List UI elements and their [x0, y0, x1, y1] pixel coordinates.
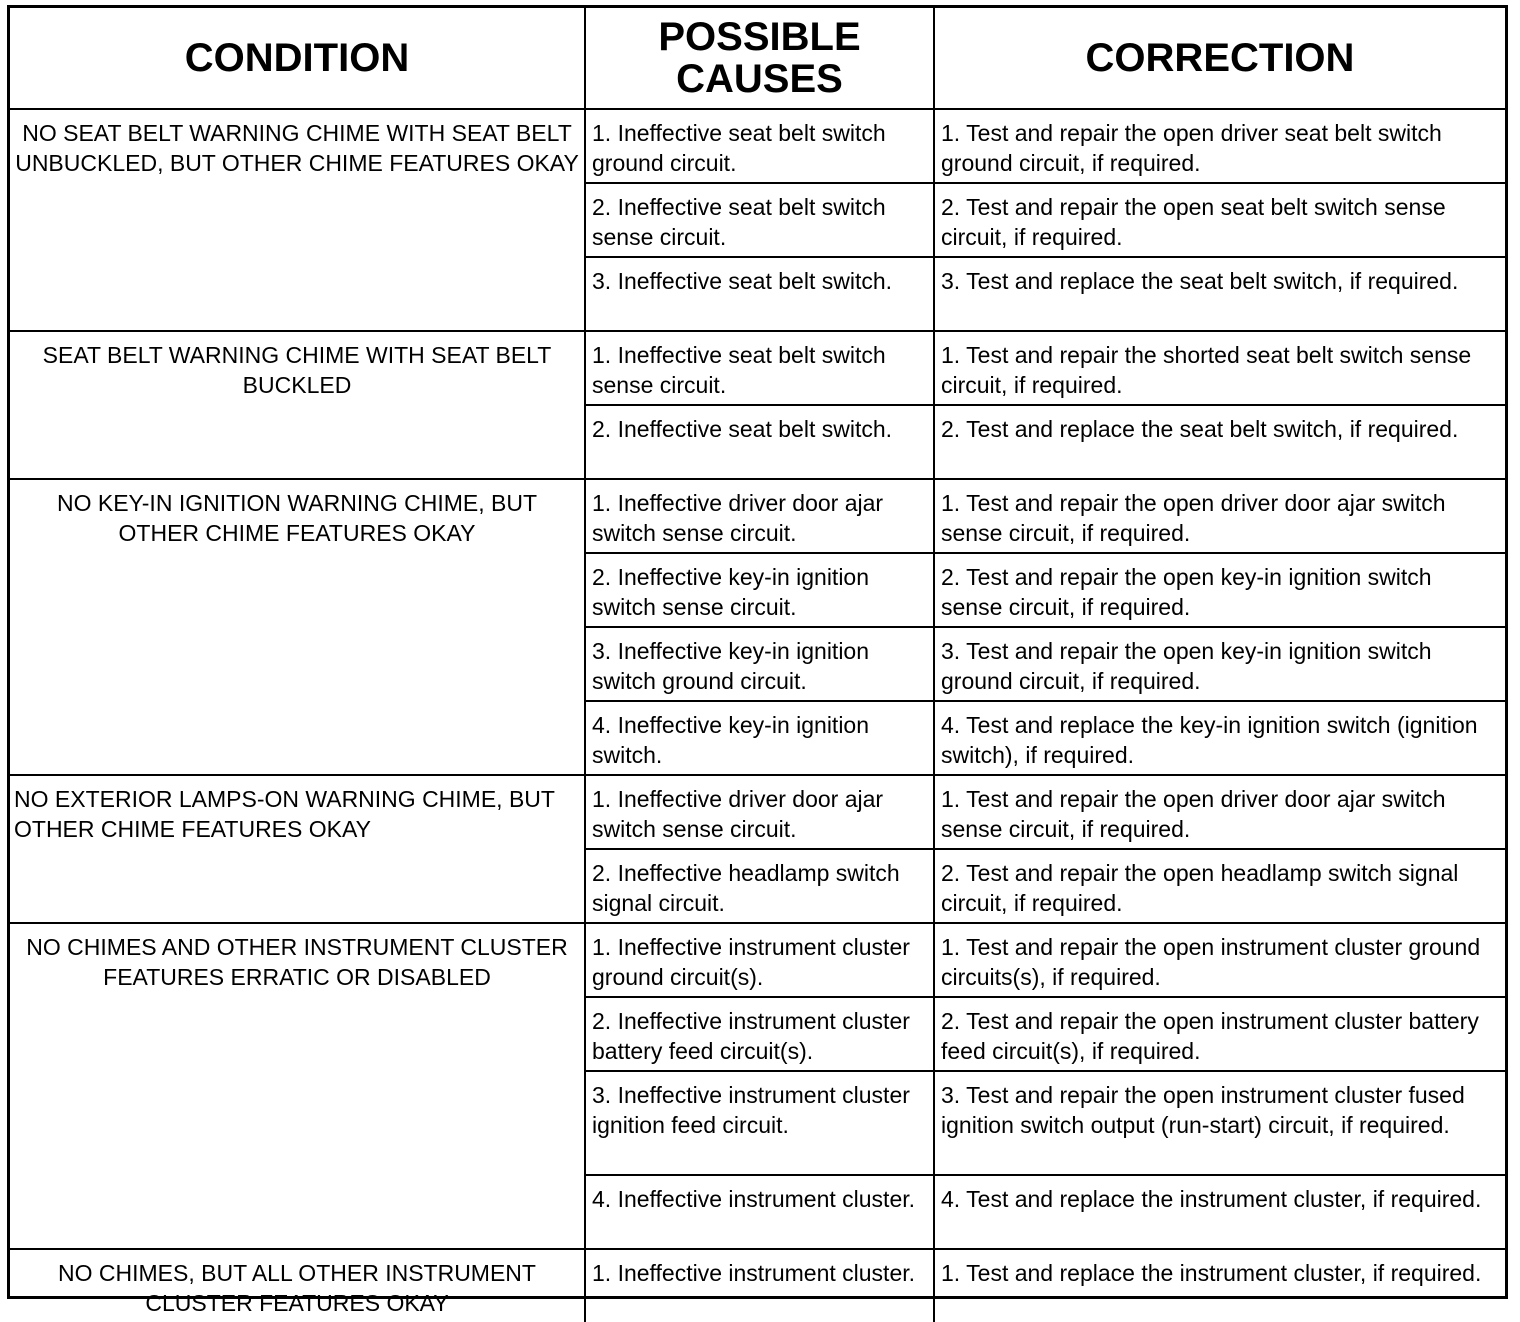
correction-cell: 1. Test and repair the open driver door ajar switch sense circuit, if required.	[934, 775, 1505, 849]
cause-cell: 3. Ineffective key-in ignition switch ground circuit.	[585, 627, 934, 701]
cause-cell: 1. Ineffective driver door ajar switch sense circuit.	[585, 775, 934, 849]
correction-cell: 4. Test and replace the instrument cluster, if required.	[934, 1175, 1505, 1249]
correction-cell: 2. Test and repair the open headlamp switch signal circuit, if required.	[934, 849, 1505, 923]
cause-cell: 1. Ineffective seat belt switch sense circuit.	[585, 331, 934, 405]
cause-cell: 2. Ineffective instrument cluster battery feed circuit(s).	[585, 997, 934, 1071]
condition-cell: NO SEAT BELT WARNING CHIME WITH SEAT BELT UNBUCKLED, BUT OTHER CHIME FEATURES OKAY	[10, 109, 585, 331]
condition-header: CONDITION	[10, 8, 585, 109]
cause-cell: 3. Ineffective seat belt switch.	[585, 257, 934, 331]
correction-cell: 2. Test and repair the open instrument cluster battery feed circuit(s), if required.	[934, 997, 1505, 1071]
cause-cell: 2. Ineffective headlamp switch signal circuit.	[585, 849, 934, 923]
cause-cell: 1. Ineffective instrument cluster ground circuit(s).	[585, 923, 934, 997]
cause-cell: 2. Ineffective seat belt switch sense circuit.	[585, 183, 934, 257]
correction-cell: 3. Test and repair the open instrument cluster fused ignition switch output (run-start) circuit, if required.	[934, 1071, 1505, 1175]
correction-cell: 3. Test and replace the seat belt switch, if required.	[934, 257, 1505, 331]
cause-cell: 3. Ineffective instrument cluster ignition feed circuit.	[585, 1071, 934, 1175]
cause-cell: 1. Ineffective driver door ajar switch sense circuit.	[585, 479, 934, 553]
correction-cell: 2. Test and repair the open key-in ignition switch sense circuit, if required.	[934, 553, 1505, 627]
correction-cell: 1. Test and repair the open instrument cluster ground circuits(s), if required.	[934, 923, 1505, 997]
condition-cell: NO EXTERIOR LAMPS-ON WARNING CHIME, BUT OTHER CHIME FEATURES OKAY	[10, 775, 585, 923]
correction-cell: 1. Test and repair the shorted seat belt switch sense circuit, if required.	[934, 331, 1505, 405]
correction-cell: 1. Test and repair the open driver door ajar switch sense circuit, if required.	[934, 479, 1505, 553]
cause-cell: 1. Ineffective instrument cluster.	[585, 1249, 934, 1322]
cause-cell: 2. Ineffective seat belt switch.	[585, 405, 934, 479]
cause-cell: 1. Ineffective seat belt switch ground circuit.	[585, 109, 934, 183]
table-row	[10, 331, 1505, 405]
correction-cell: 3. Test and repair the open key-in ignition switch ground circuit, if required.	[934, 627, 1505, 701]
correction-cell: 1. Test and replace the instrument cluster, if required.	[934, 1249, 1505, 1322]
table-row	[10, 479, 1505, 553]
correction-cell: 2. Test and replace the seat belt switch, if required.	[934, 405, 1505, 479]
condition-cell: NO KEY-IN IGNITION WARNING CHIME, BUT OTHER CHIME FEATURES OKAY	[10, 479, 585, 775]
cause-cell: 4. Ineffective instrument cluster.	[585, 1175, 934, 1249]
cause-cell: 4. Ineffective key-in ignition switch.	[585, 701, 934, 775]
table-row	[10, 923, 1505, 997]
correction-cell: 4. Test and replace the key-in ignition switch (ignition switch), if required.	[934, 701, 1505, 775]
condition-cell: SEAT BELT WARNING CHIME WITH SEAT BELT BUCKLED	[10, 331, 585, 479]
table-row	[10, 775, 1505, 849]
header-row	[10, 8, 1505, 109]
correction-cell: 1. Test and repair the open driver seat belt switch ground circuit, if required.	[934, 109, 1505, 183]
possible-causes-header: POSSIBLE CAUSES	[585, 8, 934, 109]
table-row	[10, 109, 1505, 183]
table-row	[10, 1249, 1505, 1322]
condition-cell: NO CHIMES AND OTHER INSTRUMENT CLUSTER FEATURES ERRATIC OR DISABLED	[10, 923, 585, 1249]
correction-header: CORRECTION	[934, 8, 1505, 109]
cause-cell: 2. Ineffective key-in ignition switch sense circuit.	[585, 553, 934, 627]
condition-cell: NO CHIMES, BUT ALL OTHER INSTRUMENT CLUSTER FEATURES OKAY	[10, 1249, 585, 1322]
diagnosis-table	[10, 8, 1505, 1322]
diagnosis-chart	[7, 5, 1508, 1316]
correction-cell: 2. Test and repair the open seat belt switch sense circuit, if required.	[934, 183, 1505, 257]
